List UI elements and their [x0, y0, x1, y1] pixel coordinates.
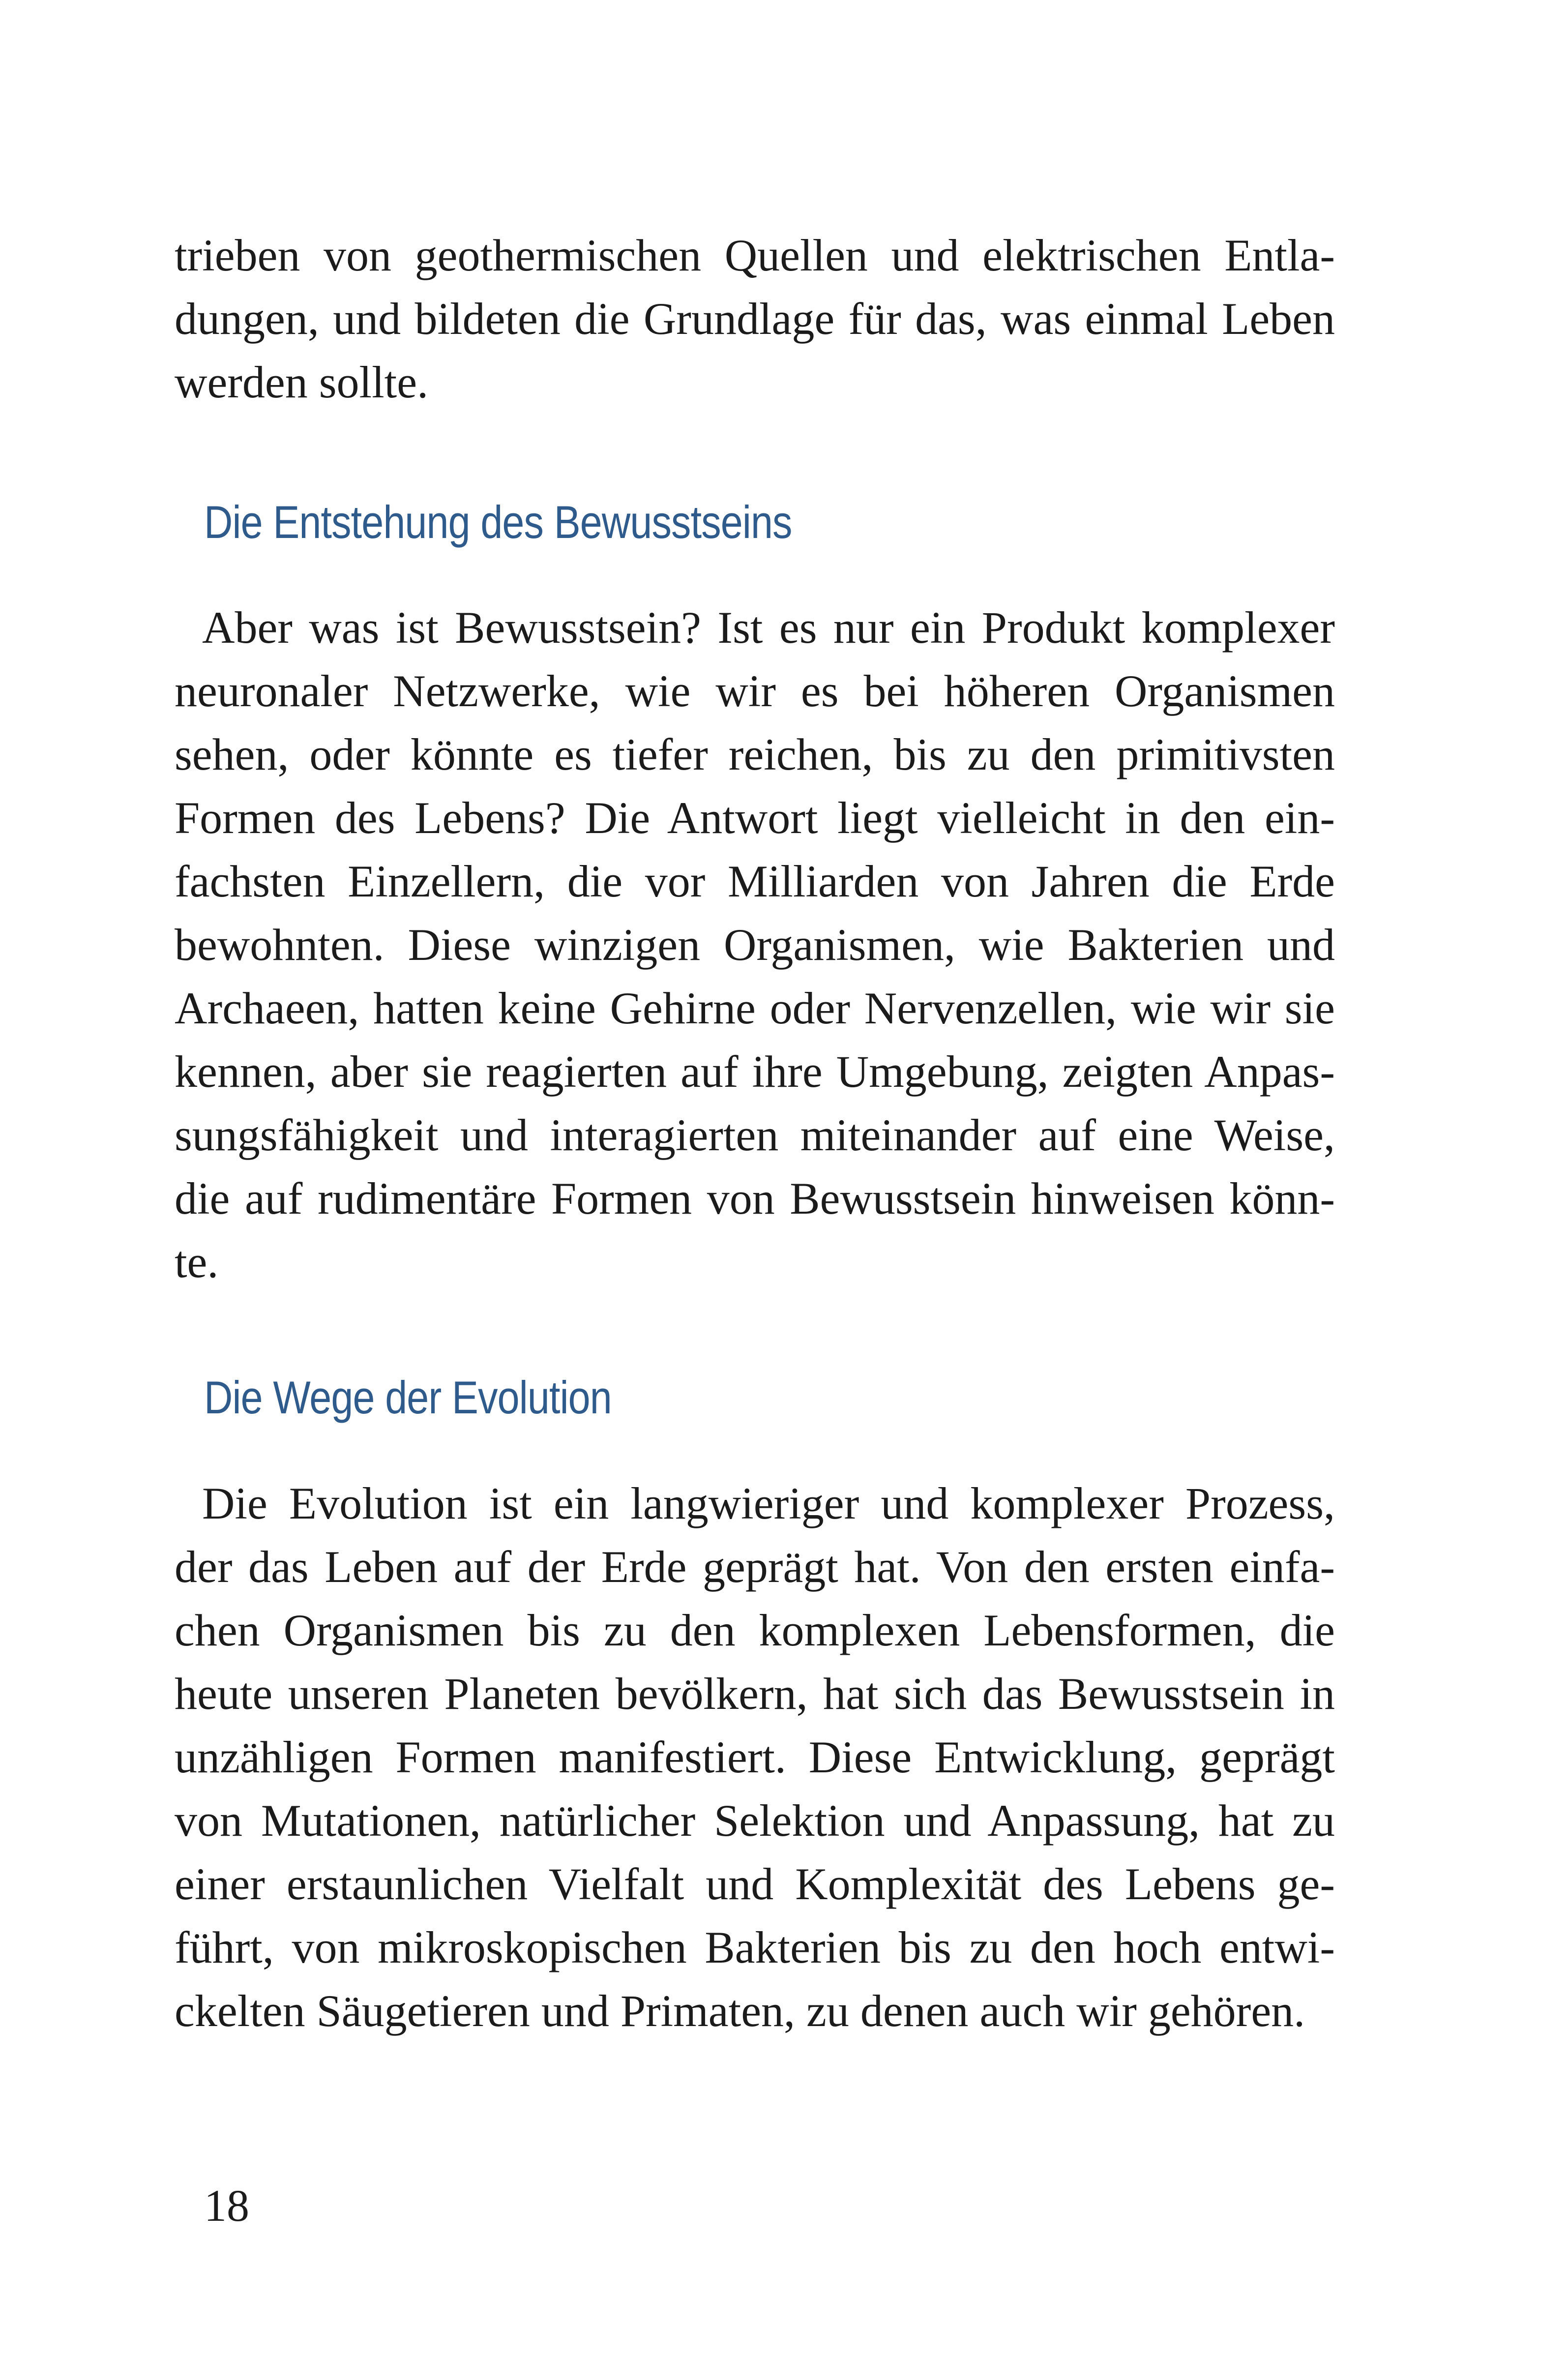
- text-line: werden sollte.: [175, 357, 429, 407]
- text-line: kennen, aber sie reagierten auf ihre Umgebung, zeigten Anpas-: [175, 1046, 1335, 1097]
- text-line: chen Organismen bis zu den komplexen Lebensformen, die: [175, 1605, 1335, 1655]
- page-number: 18: [204, 2180, 249, 2231]
- text-line: der das Leben auf der Erde geprägt hat. Von den ersten einfa-: [175, 1542, 1335, 1592]
- text-line: führt, von mikroskopischen Bakterien bis zu den hoch entwi-: [175, 1922, 1335, 1972]
- text-line: fachsten Einzellern, die vor Milliarden von Jahren die Erde: [175, 856, 1335, 906]
- text-line: heute unseren Planeten bevölkern, hat sich das Bewusstsein in: [175, 1669, 1335, 1719]
- text-line: bewohnten. Diese winzigen Organismen, wie Bakterien und: [175, 920, 1335, 970]
- text-line: die auf rudimentäre Formen von Bewusstsein hinweisen könn-: [175, 1173, 1335, 1224]
- text-line: ckelten Säugetieren und Primaten, zu denen auch wir gehören.: [175, 1986, 1305, 2036]
- text-line: Aber was ist Bewusstsein? Ist es nur ein Produkt komplexer: [202, 602, 1335, 653]
- text-line: Archaeen, hatten keine Gehirne oder Nervenzellen, wie wir sie: [175, 983, 1335, 1033]
- section-heading-evolution: Die Wege der Evolution: [204, 1372, 612, 1423]
- text-line: trieben von geothermischen Quellen und elektrischen Entla-: [175, 230, 1335, 280]
- text-line: Formen des Lebens? Die Antwort liegt vielleicht in den ein-: [175, 793, 1335, 843]
- text-line: Die Evolution ist ein langwieriger und komplexer Prozess,: [202, 1478, 1335, 1528]
- text-line: te.: [175, 1237, 219, 1287]
- text-line: sehen, oder könnte es tiefer reichen, bis zu den primitivsten: [175, 729, 1335, 779]
- text-line: einer erstaunlichen Vielfalt und Komplexität des Lebens ge-: [175, 1859, 1335, 1909]
- text-line: von Mutationen, natürlicher Selektion und Anpassung, hat zu: [175, 1795, 1335, 1846]
- text-line: neuronaler Netzwerke, wie wir es bei höheren Organismen: [175, 666, 1335, 716]
- text-line: dungen, und bildeten die Grundlage für das, was einmal Leben: [175, 294, 1335, 344]
- text-line: sungsfähigkeit und interagierten miteinander auf eine Weise,: [175, 1110, 1335, 1160]
- section-heading-consciousness: Die Entstehung des Bewusstseins: [204, 496, 792, 548]
- text-line: unzähligen Formen manifestiert. Diese Entwicklung, geprägt: [175, 1732, 1335, 1782]
